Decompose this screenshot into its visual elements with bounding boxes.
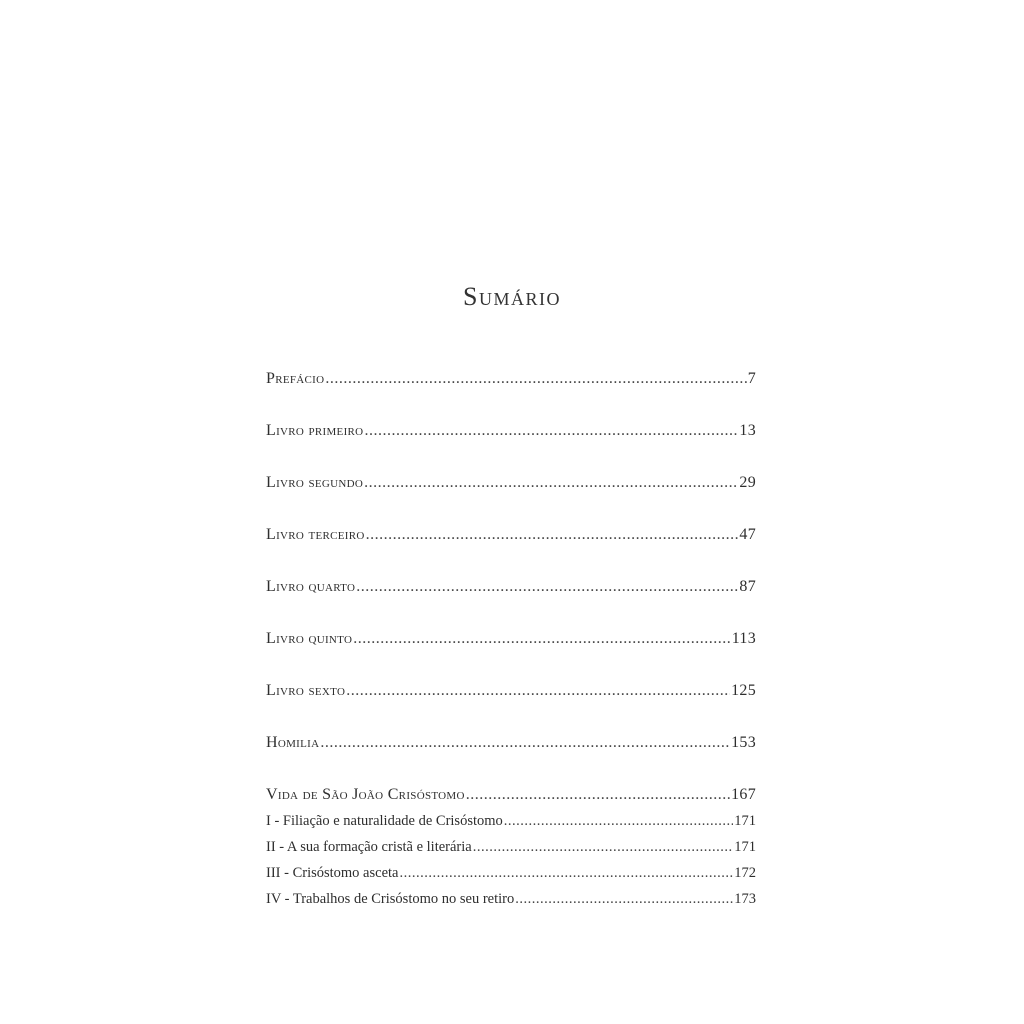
toc-entry-label: Vida de São João Crisóstomo (266, 786, 465, 803)
toc-entry-livro-segundo (266, 474, 756, 492)
toc-entry-livro-primeiro (266, 422, 756, 440)
toc-leader-dots (356, 578, 738, 596)
toc-page-number: 13 (739, 422, 756, 439)
toc-entry-livro-terceiro (266, 526, 756, 544)
toc-page-number: 171 (734, 839, 756, 855)
toc-subentry-2 (266, 839, 756, 856)
toc-page-number: 47 (739, 526, 756, 543)
toc-page-number: 171 (734, 813, 756, 829)
toc-page-number: 172 (734, 865, 756, 881)
toc-subentry-label: III - Crisóstomo asceta (266, 865, 399, 881)
toc-leader-dots (364, 474, 738, 492)
toc-entry-label: Livro terceiro (266, 526, 365, 543)
toc-leader-dots (346, 682, 730, 700)
toc-leader-dots (364, 422, 738, 440)
toc-leader-dots (515, 891, 733, 908)
toc-leader-dots (320, 734, 730, 752)
toc-entry-label: Prefácio (266, 370, 325, 387)
toc-entry-livro-quarto (266, 578, 756, 596)
toc-entry-vida-sao-joao (266, 786, 756, 804)
toc-subentry-label: I - Filiação e naturalidade de Crisóstomo (266, 813, 503, 829)
toc-leader-dots (366, 526, 739, 544)
toc-page-number: 29 (739, 474, 756, 491)
toc-page-number: 153 (731, 734, 756, 751)
toc-leader-dots (473, 839, 734, 856)
toc-page-number: 7 (747, 370, 756, 387)
toc-entry-livro-sexto (266, 682, 756, 700)
toc-entry-label: Livro segundo (266, 474, 364, 491)
page-title: Sumário (463, 282, 561, 311)
toc-leader-dots (353, 630, 730, 648)
toc-page-number: 167 (731, 786, 756, 803)
toc-page-number: 173 (734, 891, 756, 907)
toc-entry-homilia (266, 734, 756, 752)
toc-leader-dots (399, 865, 733, 882)
toc-subentry-label: IV - Trabalhos de Crisóstomo no seu retiro (266, 891, 515, 907)
toc-subentry-1 (266, 813, 756, 830)
toc-leader-dots (504, 813, 733, 830)
toc-page-number: 113 (731, 630, 756, 647)
toc-subentry-label: II - A sua formação cristã e literária (266, 839, 472, 855)
toc-leader-dots (466, 786, 730, 804)
toc-entry-label: Livro sexto (266, 682, 346, 699)
toc-entry-label: Homilia (266, 734, 320, 751)
toc-entry-label: Livro quarto (266, 578, 356, 595)
toc-entry-label: Livro primeiro (266, 422, 364, 439)
toc-leader-dots (325, 370, 746, 388)
toc-subentry-4 (266, 891, 756, 908)
toc-entry-livro-quinto (266, 630, 756, 648)
toc-page-number: 125 (731, 682, 756, 699)
toc-subentry-3 (266, 865, 756, 882)
toc-entry-prefacio (266, 370, 756, 388)
toc-page-number: 87 (739, 578, 756, 595)
toc-entry-label: Livro quinto (266, 630, 353, 647)
